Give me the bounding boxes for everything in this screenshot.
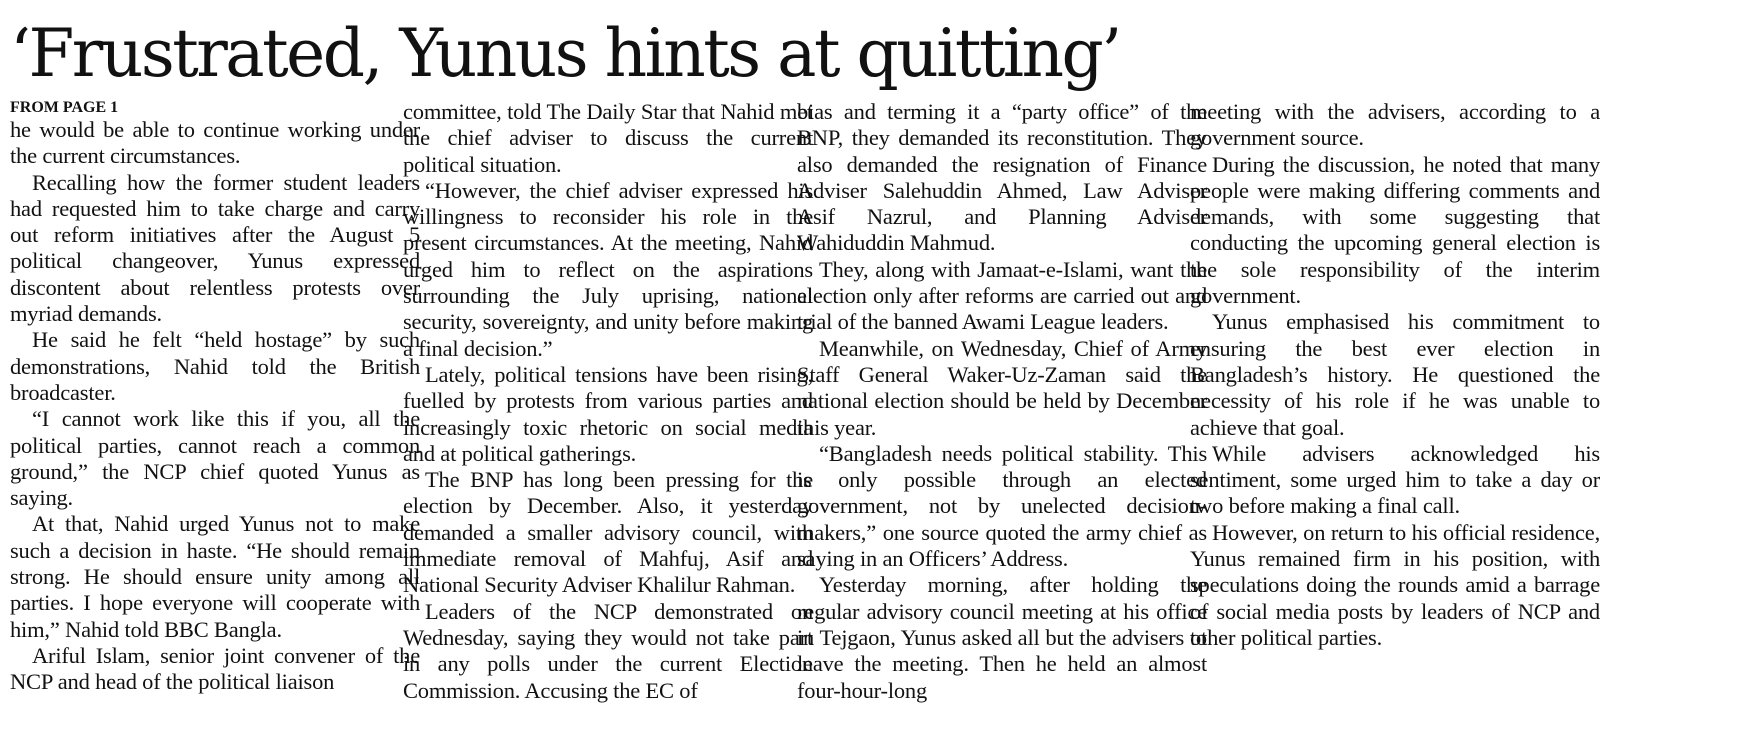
paragraph: Yesterday morning, after holding the regular advisory council meeting at his office in Tejgaon, Yunus asked all but the advisers to leave the meeting. Then he held an almost four-hour-long	[797, 572, 1207, 703]
paragraph: The BNP has long been pressing for the election by December. Also, it yesterday demanded a smaller advisory council, with immediate removal of Mahfuj, Asif and National Security Adviser Khalilur Rahman.	[403, 467, 813, 598]
jumpline: FROM PAGE 1	[10, 99, 119, 116]
article-body	[10, 99, 1734, 731]
column-4	[1190, 99, 1600, 731]
paragraph: During the discussion, he noted that many people were making differing comments and demands, with some suggesting that conducting the upcoming general election is the sole responsibility of the interim government.	[1190, 151, 1600, 309]
paragraph: They, along with Jamaat-e-Islami, want the election only after reforms are carried out and trial of the banned Awami League leaders.	[797, 256, 1207, 335]
column-3	[797, 99, 1207, 731]
column-1	[10, 99, 420, 731]
paragraph: bias and terming it a “party office” of the BNP, they demanded its reconstitution. They also demanded the resignation of Finance Adviser Salehuddin Ahmed, Law Adviser Asif Nazrul, and Planning Adviser Wahiduddin Mahmud.	[797, 99, 1207, 256]
paragraph: “Bangladesh needs political stability. This is only possible through an elected government, not by unelected decision-makers,” one source quoted the army chief as saying in an Officers’ Address.	[797, 440, 1207, 572]
paragraph: However, on return to his official residence, Yunus remained firm in his position, with speculations doing the rounds amid a barrage of social media posts by leaders of NCP and other political parties.	[1190, 519, 1600, 650]
paragraph: While advisers acknowledged his sentiment, some urged him to take a day or two before making a final call.	[1190, 440, 1600, 519]
paragraph: “I cannot work like this if you, all the political parties, cannot reach a common ground,” the NCP chief quoted Yunus as saying.	[10, 406, 420, 511]
headline: ‘Frustrated, Yunus hints at quitting’	[10, 15, 1120, 92]
paragraph: meeting with the advisers, according to a government source.	[1190, 99, 1600, 151]
paragraph: At that, Nahid urged Yunus not to make such a decision in haste. “He should remain strong. He should ensure unity among all parties. I hope everyone will cooperate with him,” Nahid told BBC Bangla.	[10, 511, 420, 642]
paragraph: Leaders of the NCP demonstrated on Wednesday, saying they would not take part in any polls under the current Election Commission. Accusing the EC of	[403, 598, 813, 703]
paragraph: Meanwhile, on Wednesday, Chief of Army Staff General Waker-Uz-Zaman said the national election should be held by December this year.	[797, 335, 1207, 440]
paragraph: Recalling how the former student leaders had requested him to take charge and carry out reform initiatives after the August 5 political changeover, Yunus expressed discontent about relentless protests over myriad demands.	[10, 169, 420, 327]
paragraph: He said he felt “held hostage” by such demonstrations, Nahid told the British broadcaster.	[10, 327, 420, 405]
paragraph: Ariful Islam, senior joint convener of the NCP and head of the political liaison	[10, 642, 420, 695]
paragraph: “However, the chief adviser expressed his willingness to reconsider his role in the present circumstances. At the meeting, Nahid urged him to reflect on the aspirations surrounding the July uprising, national security, sovereignty, and unity before making a final decision.”	[403, 177, 813, 361]
paragraph: he would be able to continue working under the current circumstances.	[10, 117, 420, 169]
paragraph: Yunus emphasised his commitment to ensuring the best ever election in Bangladesh’s history. He questioned the necessity of his role if he was unable to achieve that goal.	[1190, 309, 1600, 440]
paragraph: committee, told The Daily Star that Nahid met the chief adviser to discuss the current political situation.	[403, 99, 813, 177]
paragraph: Lately, political tensions have been rising, fuelled by protests from various parties and increasingly toxic rhetoric on social media and at political gatherings.	[403, 361, 813, 466]
column-2	[403, 99, 813, 731]
